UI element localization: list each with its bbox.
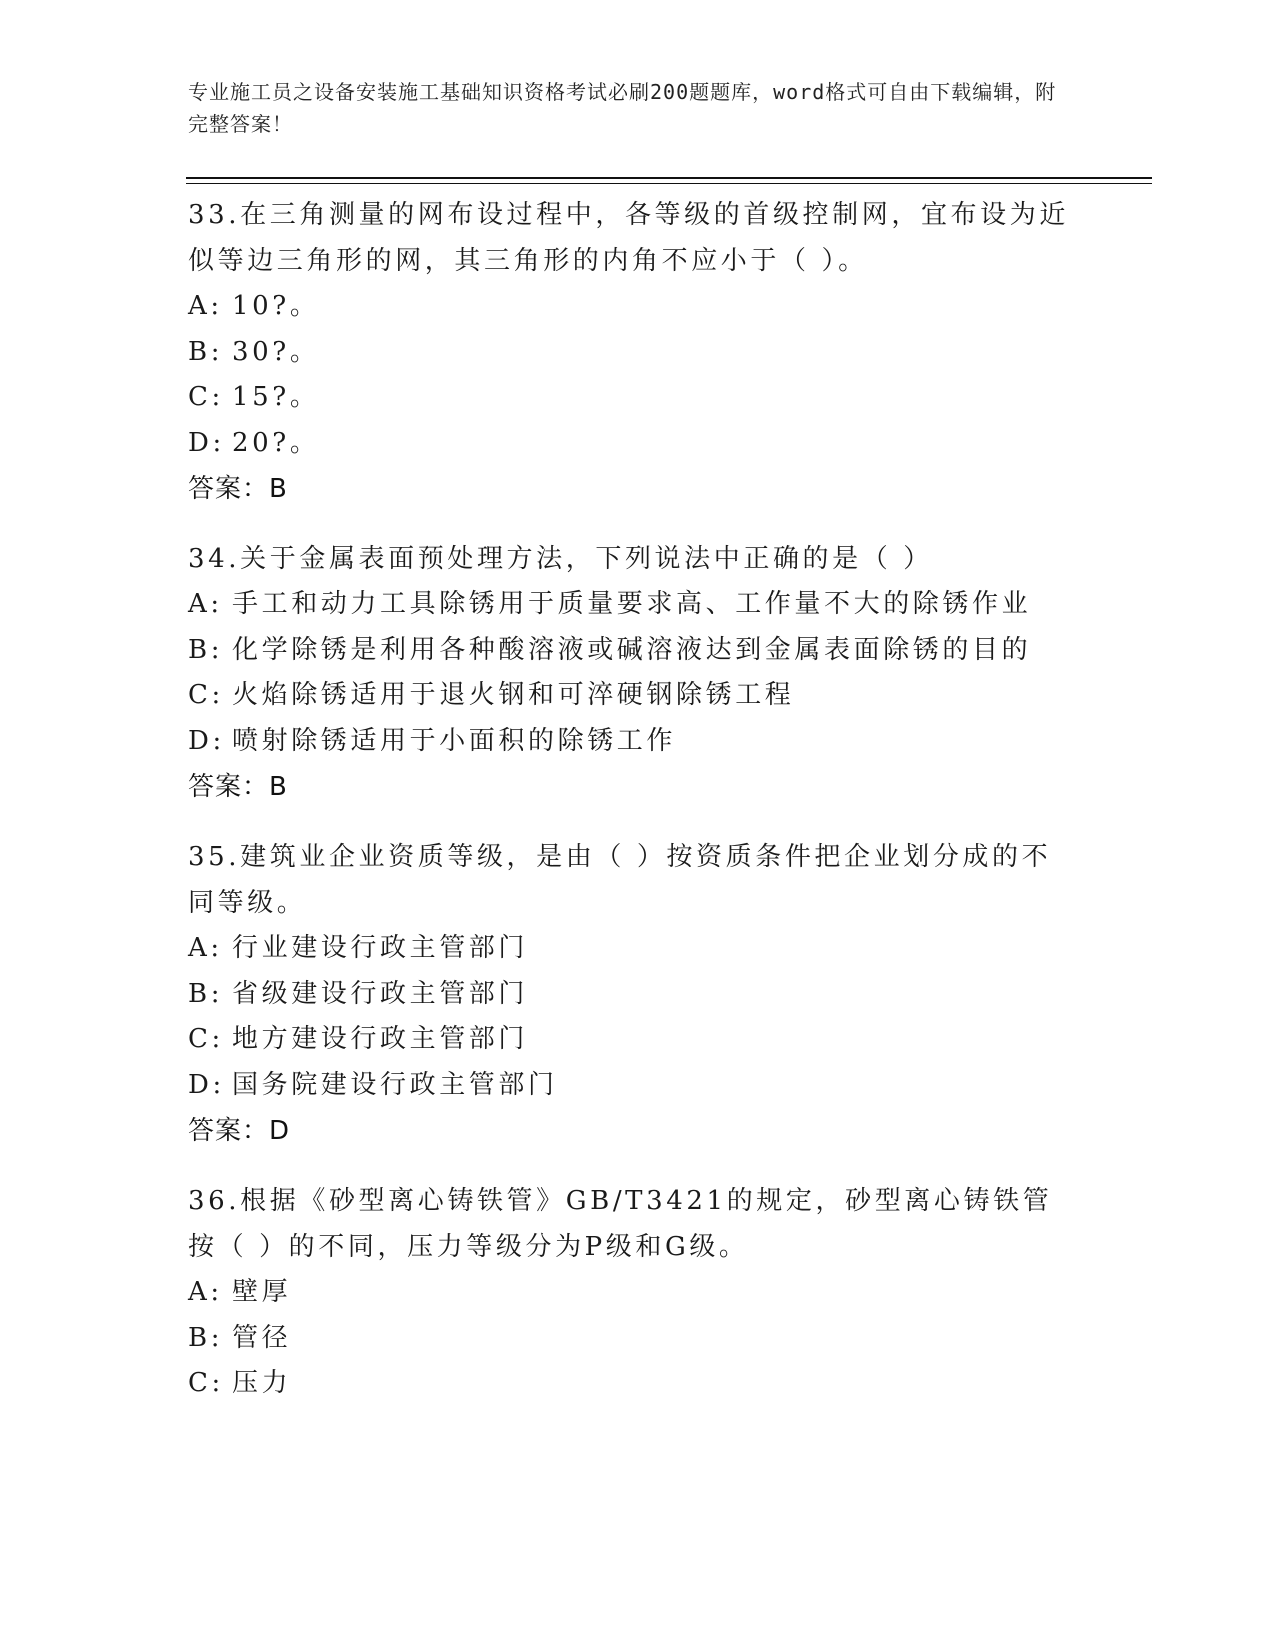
option-text: 喷射除锈适用于小面积的除锈工作 [232, 725, 677, 756]
option-letter: D: [188, 427, 225, 458]
option-b [188, 1316, 1088, 1362]
question-36 [188, 1178, 1088, 1407]
option-text: 手工和动力工具除锈用于质量要求高、工作量不大的除锈作业 [232, 589, 1032, 619]
option-b [188, 972, 1088, 1018]
option-text: 国务院建设行政主管部门 [232, 1069, 558, 1100]
option-a [188, 926, 1088, 972]
option-letter: C: [188, 382, 224, 412]
option-letter: D: [188, 1069, 225, 1100]
option-letter: A: [188, 291, 223, 321]
option-c [188, 375, 1088, 421]
option-text: 省级建设行政主管部门 [232, 978, 529, 1009]
question-stem: 35.建筑业企业资质等级，是由（ ）按资质条件把企业划分成的不同等级。 [188, 842, 1052, 918]
option-letter: C: [188, 680, 224, 710]
option-letter: B: [188, 1322, 224, 1353]
answer-line: 答案：D [188, 1116, 291, 1146]
option-text: 10?。 [232, 291, 320, 321]
option-letter: A: [188, 933, 223, 963]
option-a [188, 284, 1088, 330]
option-d [188, 421, 1088, 467]
option-text: 化学除锈是利用各种酸溶液或碱溶液达到金属表面除锈的目的 [232, 634, 1032, 665]
header-divider-thin [186, 183, 1152, 184]
answer-line: 答案：B [188, 772, 288, 802]
document-header: 专业施工员之设备安装施工基础知识资格考试必刷200题题库，word格式可自由下载编辑，附完整答案！ [188, 80, 1057, 136]
question-stem: 34.关于金属表面预处理方法，下列说法中正确的是（ ） [188, 544, 933, 574]
option-text: 地方建设行政主管部门 [232, 1024, 529, 1054]
header-divider-thick [186, 177, 1152, 179]
option-text: 压力 [232, 1368, 292, 1398]
option-text: 15?。 [232, 382, 320, 412]
question-33 [188, 192, 1088, 512]
option-text: 火焰除锈适用于退火钢和可淬硬钢除锈工程 [232, 680, 795, 710]
option-letter: B: [188, 634, 224, 665]
question-34 [188, 536, 1088, 810]
option-letter: D: [188, 725, 225, 756]
option-c [188, 673, 1088, 719]
option-text: 30?。 [232, 336, 320, 367]
option-c [188, 1017, 1088, 1063]
option-d [188, 719, 1088, 765]
option-b [188, 628, 1088, 674]
option-letter: C: [188, 1024, 224, 1054]
option-a [188, 1270, 1088, 1316]
answer-line: 答案：B [188, 474, 288, 504]
question-35 [188, 834, 1088, 1154]
option-a [188, 582, 1088, 628]
option-letter: B: [188, 336, 224, 367]
option-c [188, 1361, 1088, 1407]
option-letter: A: [188, 1277, 223, 1307]
question-list [188, 192, 1088, 1431]
option-letter: A: [188, 589, 223, 619]
question-stem: 36.根据《砂型离心铸铁管》GB/T3421的规定，砂型离心铸铁管按（ ）的不同，压力等级分为P级和G级。 [188, 1186, 1053, 1262]
question-stem: 33.在三角测量的网布设过程中，各等级的首级控制网，宜布设为近似等边三角形的网，其三角形的内角不应小于（ ）。 [188, 200, 1069, 276]
option-d [188, 1063, 1088, 1109]
option-text: 管径 [232, 1322, 292, 1353]
option-b [188, 330, 1088, 376]
option-text: 20?。 [232, 427, 320, 458]
option-letter: C: [188, 1368, 224, 1398]
option-text: 行业建设行政主管部门 [232, 933, 529, 963]
option-letter: B: [188, 978, 224, 1009]
option-text: 壁厚 [232, 1277, 292, 1307]
